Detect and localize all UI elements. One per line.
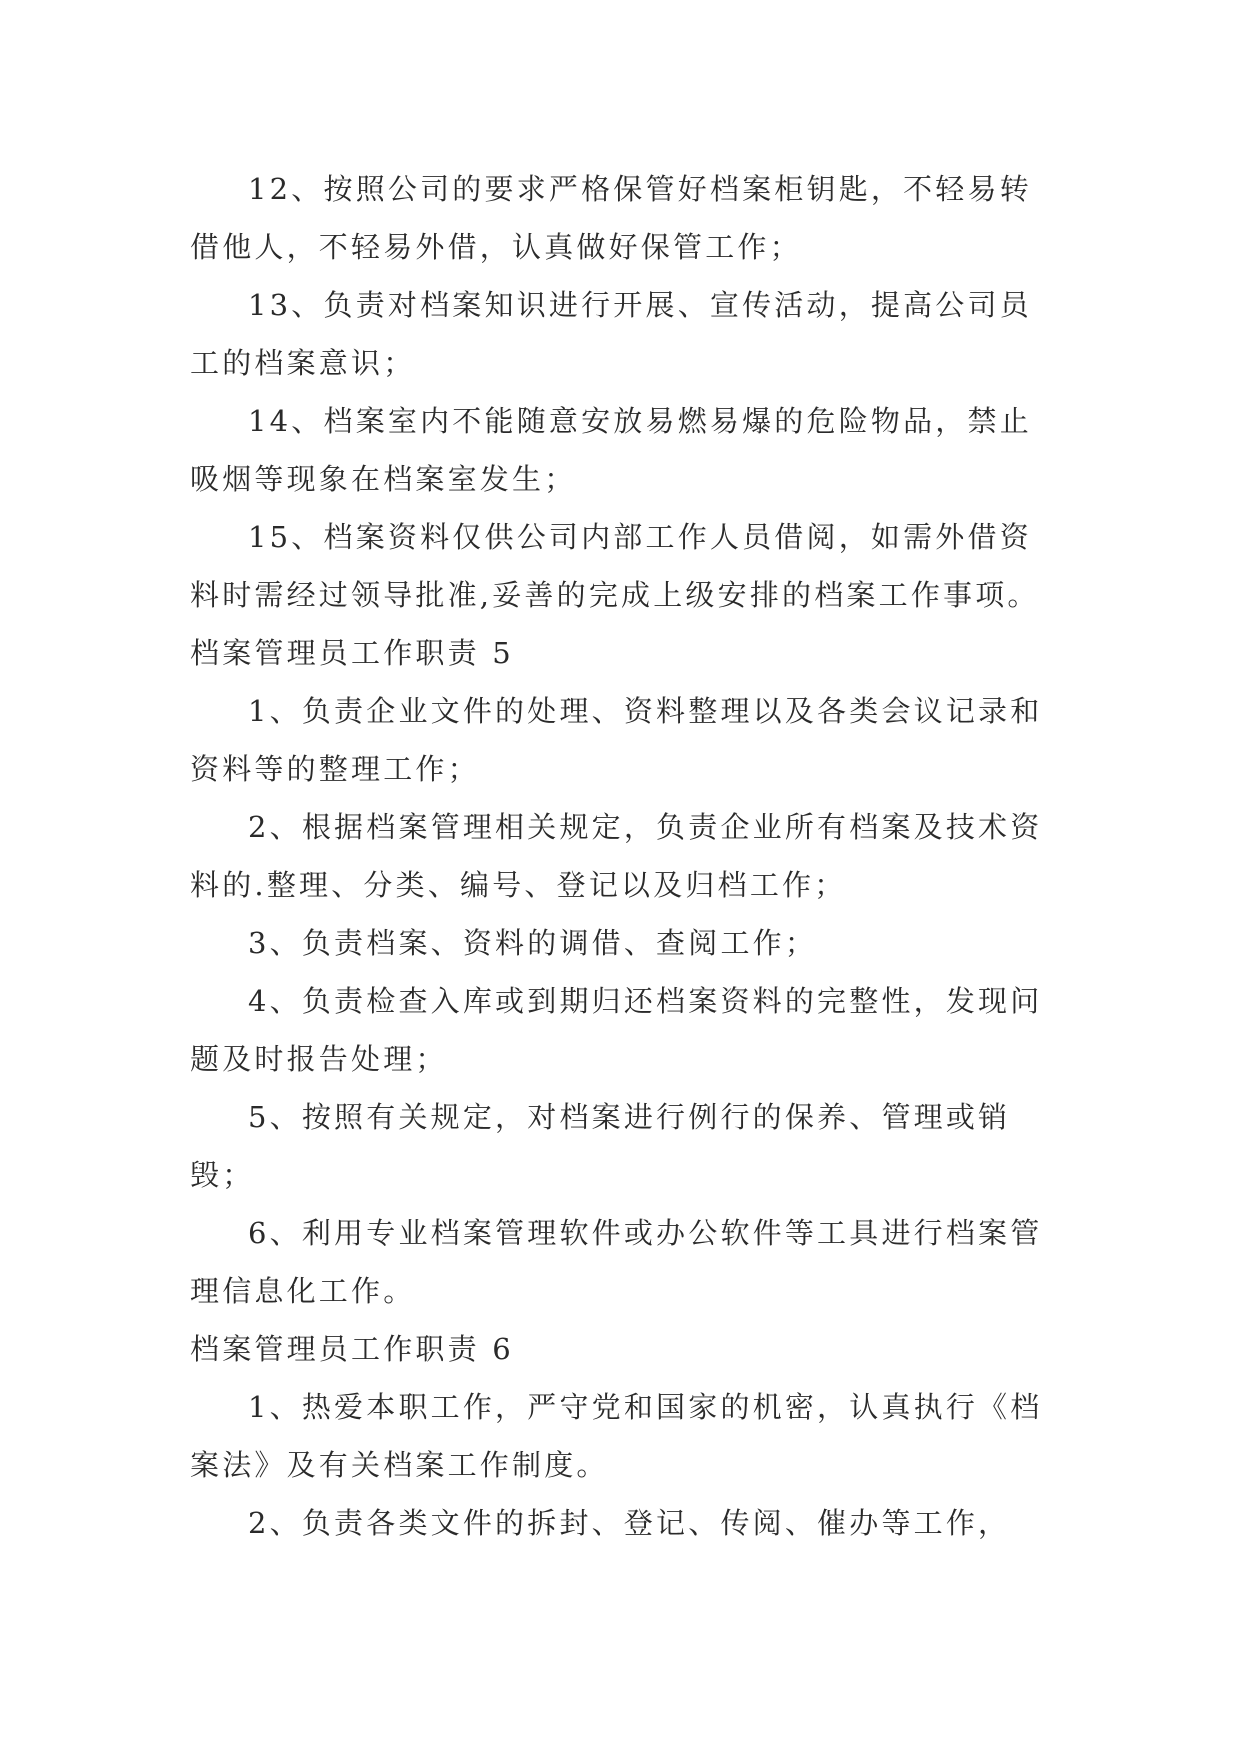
document-body: [190, 160, 1060, 1552]
paragraph-item-5-2: 2、根据档案管理相关规定，负责企业所有档案及技术资料的.整理、分类、编号、登记以及归档工作；: [190, 810, 1043, 902]
paragraph-item-5-3: 3、负责档案、资料的调借、查阅工作；: [248, 926, 818, 960]
paragraph-item-5-1: 1、负责企业文件的处理、资料整理以及各类会议记录和资料等的整理工作；: [190, 694, 1043, 786]
paragraph-item-5-5: 5、按照有关规定，对档案进行例行的保养、管理或销毁；: [190, 1100, 1011, 1192]
paragraph-item-5-4: 4、负责检查入库或到期归还档案资料的完整性，发现问题及时报告处理；: [190, 984, 1043, 1076]
paragraph-item-12: 12、按照公司的要求严格保管好档案柜钥匙，不轻易转借他人，不轻易外借，认真做好保管工作；: [190, 172, 1032, 264]
paragraph-item-13: 13、负责对档案知识进行开展、宣传活动，提高公司员工的档案意识；: [190, 288, 1032, 380]
paragraph-item-14: 14、档案室内不能随意安放易燃易爆的危险物品，禁止吸烟等现象在档案室发生；: [190, 404, 1032, 496]
paragraph-item-5-6: 6、利用专业档案管理软件或办公软件等工具进行档案管理信息化工作。: [190, 1216, 1043, 1308]
section-heading-6: 档案管理员工作职责 6: [190, 1332, 514, 1366]
paragraph-item-15: 15、档案资料仅供公司内部工作人员借阅，如需外借资料时需经过领导批准,妥善的完成上级安排的档案工作事项。: [190, 520, 1040, 612]
paragraph-item-6-1: 1、热爱本职工作，严守党和国家的机密，认真执行《档案法》及有关档案工作制度。: [190, 1390, 1043, 1482]
paragraph-item-6-2: 2、负责各类文件的拆封、登记、传阅、催办等工作，: [248, 1506, 1011, 1540]
section-heading-5: 档案管理员工作职责 5: [190, 636, 514, 670]
